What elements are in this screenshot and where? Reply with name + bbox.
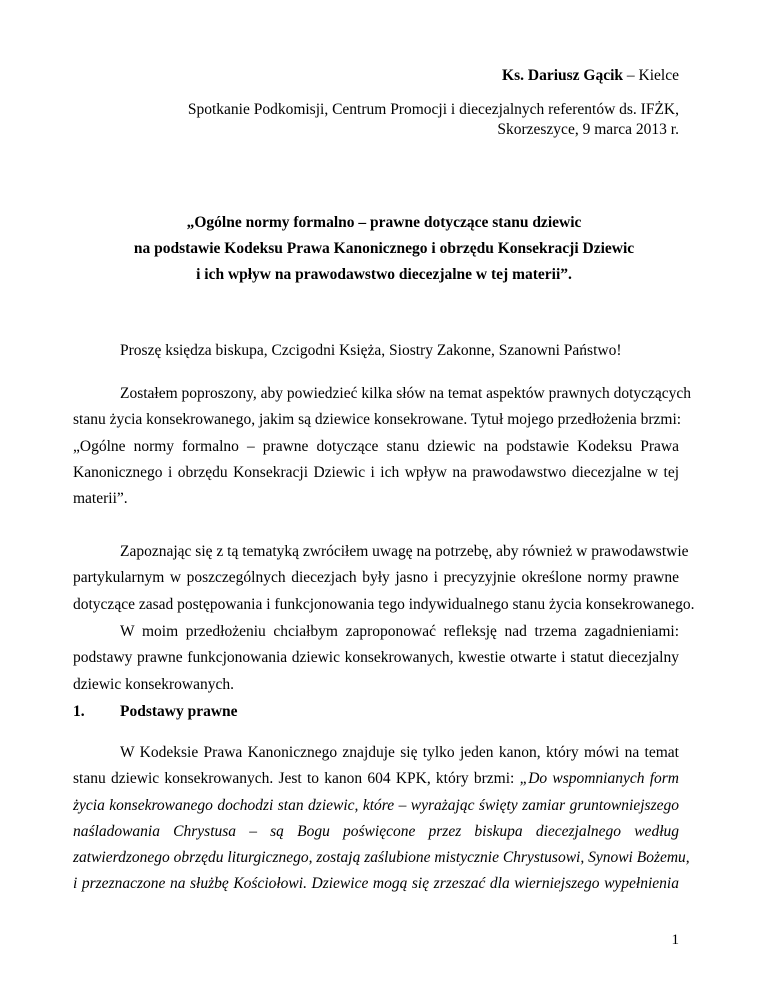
author-line: [502, 66, 679, 86]
paragraph-4: [73, 740, 690, 898]
paragraph-3-line: podstawy prawne funkcjonowania dziewic konsekrowanych, kwestie otwarte i statut diecezjalny: [73, 649, 679, 667]
canon-quote-start: „Do wspomnianych form: [519, 770, 680, 788]
paragraph-3-line: dziewic konsekrowanych.: [73, 675, 234, 693]
paragraph-1-line: stanu życia konsekrowanego, jakim są dziewice konsekrowane. Tytuł mojego przedłożenia brzmi:: [73, 411, 682, 429]
paragraph-3-line: W moim przedłożeniu chciałbym zaproponować refleksję nad trzema zagadnieniami:: [120, 623, 679, 640]
paragraph-4-line: W Kodeksie Prawa Kanonicznego znajduje się tylko jeden kanon, który mówi na temat: [120, 744, 679, 761]
meeting-line-2: Skorzeszyce, 9 marca 2013 r.: [497, 121, 679, 138]
title-line-3: i ich wpływ na prawodawstwo diecezjalne w tej materii”.: [196, 266, 572, 283]
paragraph-2-line: partykularnym w poszczególnych diecezjach były jasno i precyzyjnie określone normy prawne: [73, 569, 679, 587]
paragraph-4-text: stanu dziewic konsekrowanych. Jest to kanon 604 KPK, który brzmi:: [73, 770, 520, 788]
title-line-2: na podstawie Kodeksu Prawa Kanonicznego i obrzędu Konsekracji Dziewic: [133, 240, 635, 257]
canon-quote-line: naśladowania Chrystusa – są Bogu poświęcone przez biskupa diecezjalnego według: [73, 822, 679, 840]
title-line-1: „Ogólne normy formalno – prawne dotyczące stanu dziewic: [186, 214, 582, 231]
meeting-info: [188, 100, 679, 140]
paragraph-3: [73, 619, 679, 698]
section-number: 1.: [73, 703, 85, 720]
author-location: – Kielce: [623, 67, 679, 84]
paragraph-2-line: Zapoznając się z tą tematyką zwróciłem uwagę na potrzebę, aby również w prawodawstwie: [120, 543, 689, 560]
author-name: Ks. Dariusz Gącik: [502, 67, 624, 84]
paragraph-2-line: dotyczące zasad postępowania i funkcjonowania tego indywidualnego stanu życia konsekrowanego.: [73, 595, 695, 613]
canon-quote-line: życia konsekrowanego dochodzi stan dziewic, które – wyrażając święty zamiar gruntowniejszego: [73, 796, 679, 814]
paragraph-1-line: Kanonicznego i obrzędu Konsekracji Dziewic i ich wpływ na prawodawstwo diecezjalne w tej: [73, 463, 679, 481]
paragraph-4-line: [73, 766, 679, 792]
paragraph-1-line: Zostałem poproszony, aby powiedzieć kilka słów na temat aspektów prawnych dotyczących: [120, 385, 692, 402]
meeting-line-1: Spotkanie Podkomisji, Centrum Promocji i diecezjalnych referentów ds. IFŻK,: [187, 101, 679, 118]
paragraph-1-line: „Ogólne normy formalno – prawne dotyczące stanu dziewic na podstawie Kodeksu Prawa: [73, 437, 679, 455]
greeting: Proszę księdza biskupa, Czcigodni Księża, Siostry Zakonne, Szanowni Państwo!: [120, 342, 622, 359]
paragraph-2: [73, 539, 695, 618]
section-title: Podstawy prawne: [120, 703, 238, 720]
page-number: 1: [671, 932, 679, 948]
paragraph-1-line: materii”.: [73, 490, 128, 508]
lecture-title: [0, 210, 768, 288]
canon-quote-line: i przeznaczone na służbę Kościołowi. Dziewice mogą się zrzeszać dla wierniejszego wypełnienia: [73, 875, 679, 893]
paragraph-1: [73, 381, 692, 512]
canon-quote-line: zatwierdzonego obrzędu liturgicznego, zostają zaślubione mistycznie Chrystusowi, Synowi Bożemu,: [73, 849, 690, 867]
